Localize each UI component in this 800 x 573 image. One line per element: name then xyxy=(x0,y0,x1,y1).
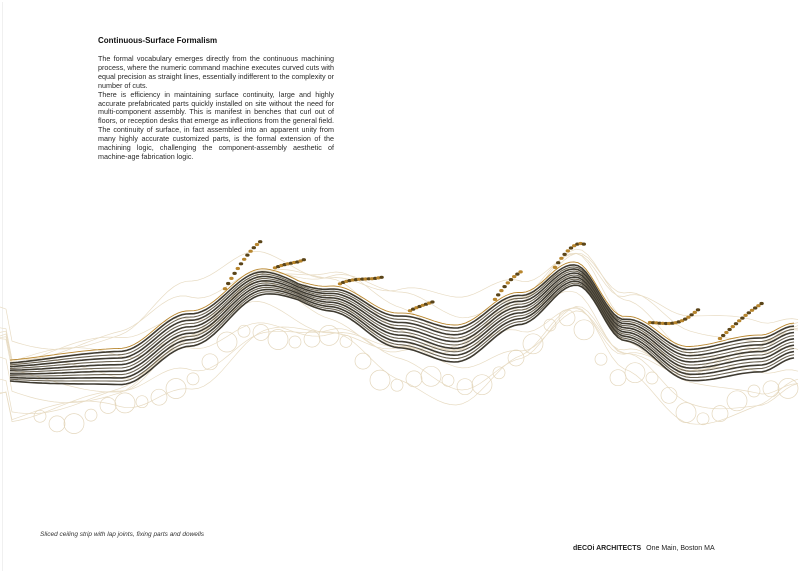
dowel xyxy=(737,319,741,322)
dowel xyxy=(566,249,570,252)
dowel xyxy=(302,258,306,261)
dowel xyxy=(753,306,757,309)
dowel xyxy=(502,285,506,288)
dowel xyxy=(506,281,510,284)
dowel xyxy=(756,304,760,307)
paragraph-2: There is efficiency in maintaining surface continuity, large and highly accurate prefabricated parts quickly installed on site without the need for multi-component assembly. This is manifest in benches that curl out of floors, or reception desks that emerge as inflections from the general field. The continuity of surface, in fact assembled into an apparent unity from many highly accurate customized parts, is the formal extension of the machining logic, challenging the component-assembly aesthetic of machine-age fabrication logic. xyxy=(98,89,334,161)
dowel xyxy=(379,276,383,279)
dowel xyxy=(740,317,744,320)
dowel xyxy=(518,270,522,273)
ghost-circle xyxy=(559,310,575,326)
ghost-circle xyxy=(268,330,288,350)
dowel xyxy=(696,308,700,311)
dowel xyxy=(255,243,259,246)
ghost-circle xyxy=(289,336,301,348)
dowel xyxy=(430,300,434,303)
section-heading: Continuous-Surface Formalism xyxy=(98,36,218,45)
ghost-circle xyxy=(34,410,46,422)
paragraph-1: The formal vocabulary emerges directly from the continuous machining process, where the numeric command machine executes curved cuts with equal precision as straight lines, essentially indifferent to the complexity or number of cuts. xyxy=(98,54,334,90)
ghost-circle xyxy=(748,385,760,397)
ghost-circle xyxy=(100,398,116,414)
ghost-circle xyxy=(595,353,607,365)
ghost-circle xyxy=(391,379,403,391)
ghost-circle xyxy=(85,409,97,421)
dowel xyxy=(229,277,233,280)
dowel xyxy=(223,287,227,290)
dowel xyxy=(686,316,690,319)
ghost-circle xyxy=(676,403,696,423)
ghost-circle xyxy=(625,363,645,383)
dowel xyxy=(493,298,497,301)
ghost-circle xyxy=(217,332,237,352)
ghost-circle xyxy=(661,387,677,403)
ghost-circle xyxy=(49,416,65,432)
ghost-circle xyxy=(136,396,148,408)
dowel xyxy=(569,246,573,249)
dowel xyxy=(759,302,763,305)
firm-name: dECOi ARCHITECTS xyxy=(573,545,642,552)
ghost-circle xyxy=(574,320,594,340)
dowel xyxy=(731,325,735,328)
dowel xyxy=(496,293,500,296)
dowel xyxy=(718,337,722,340)
dowel xyxy=(232,272,236,275)
ghost-circle xyxy=(457,379,473,395)
ghost-circle xyxy=(202,354,218,370)
dowel xyxy=(734,322,738,325)
ghost-line xyxy=(0,253,798,359)
dowel xyxy=(226,282,230,285)
figure-caption: Sliced ceiling strip with lap joints, fixing parts and dowells xyxy=(40,531,205,538)
ceiling-strip-illustration xyxy=(0,230,800,460)
dowel xyxy=(248,250,252,253)
dowel xyxy=(747,311,751,314)
dowel xyxy=(724,331,728,334)
dowel xyxy=(689,313,693,316)
dowel xyxy=(499,289,503,292)
dowel xyxy=(727,328,731,331)
dowel xyxy=(721,334,725,337)
ghost-circle xyxy=(406,371,422,387)
ghost-circle xyxy=(646,372,658,384)
dowel xyxy=(562,253,566,256)
dowel xyxy=(582,243,586,246)
dowel xyxy=(693,311,697,314)
ghost-circle xyxy=(763,381,779,397)
ghost-circle xyxy=(472,375,492,395)
ghost-circle xyxy=(115,393,135,413)
dowel xyxy=(245,254,249,257)
dowel xyxy=(743,314,747,317)
ghost-circle xyxy=(712,406,728,422)
ghost-circle xyxy=(697,413,709,425)
dowel xyxy=(236,267,240,270)
ghost-circle xyxy=(442,374,454,386)
dowel xyxy=(239,262,243,265)
dowel xyxy=(242,258,246,261)
ghost-circle xyxy=(421,366,441,386)
dowel xyxy=(258,240,262,243)
dowel xyxy=(553,266,557,269)
dowel xyxy=(509,278,513,281)
dowel xyxy=(512,275,516,278)
ribbon-slice xyxy=(10,269,794,367)
dowel xyxy=(515,273,519,276)
firm-location: One Main, Boston MA xyxy=(646,545,715,552)
ghost-circle xyxy=(610,370,626,386)
dowel xyxy=(559,257,563,260)
ghost-circle xyxy=(355,353,371,369)
ghost-circle xyxy=(319,325,339,345)
ghost-circle xyxy=(166,379,186,399)
ghost-circle xyxy=(370,370,390,390)
ghost-circle xyxy=(187,373,199,385)
dowel xyxy=(252,246,256,249)
body-text xyxy=(98,55,334,162)
dowel xyxy=(750,309,754,312)
footer-credit xyxy=(573,545,715,552)
dowel xyxy=(556,261,560,264)
ghost-circle xyxy=(304,331,320,347)
ghost-circle xyxy=(64,414,84,434)
